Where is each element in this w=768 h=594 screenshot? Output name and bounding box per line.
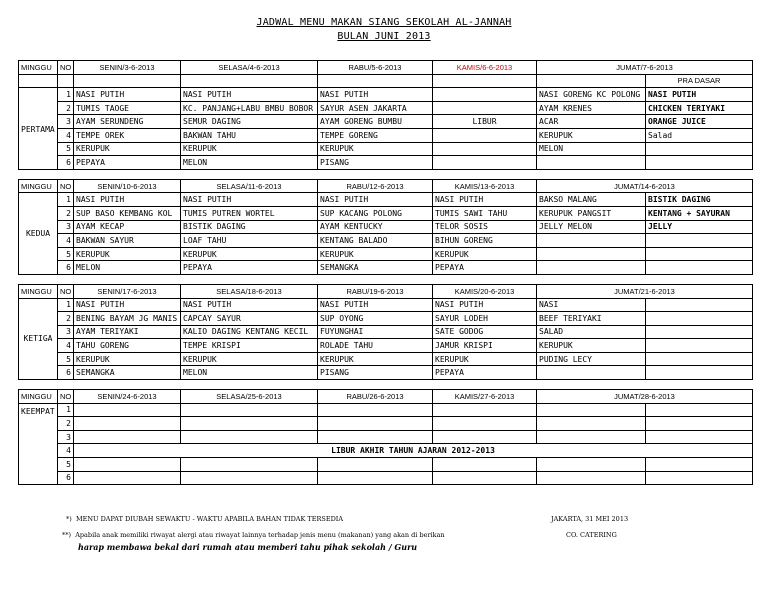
day-header: JUMAT/14-6-2013 <box>537 179 753 193</box>
menu-cell: KERUPUK <box>181 142 318 156</box>
menu-cell: KERUPUK <box>318 247 433 261</box>
pra-dasar-cell: Salad <box>646 128 753 142</box>
menu-cell: PEPAYA <box>181 261 318 275</box>
menu-cell: NASI PUTIH <box>74 88 181 102</box>
row-number: 2 <box>58 206 74 220</box>
menu-cell: KERUPUK <box>181 352 318 366</box>
signer: CO. CATERING <box>566 531 617 539</box>
row-number: 2 <box>58 101 74 115</box>
holiday-cell: LIBUR <box>433 115 537 129</box>
minggu-header: MINGGU <box>19 179 58 193</box>
week-label: KEDUA <box>19 193 58 275</box>
menu-cell: KERUPUK <box>318 142 433 156</box>
menu-cell: KERUPUK <box>74 352 181 366</box>
row-number: 3 <box>58 430 74 444</box>
menu-cell: NASI PUTIH <box>433 298 537 312</box>
row-number: 4 <box>58 234 74 248</box>
menu-cell: JELLY MELON <box>537 220 646 234</box>
pra-dasar-cell: ORANGE JUICE <box>646 115 753 129</box>
menu-cell: AYAM SERUNDENG <box>74 115 181 129</box>
menu-cell: KC. PANJANG+LABU BMBU BOBOR <box>181 101 318 115</box>
row-number: 2 <box>58 417 74 431</box>
menu-cell: KENTANG BALADO <box>318 234 433 248</box>
menu-cell: BIHUN GORENG <box>433 234 537 248</box>
menu-cell: MELON <box>181 366 318 380</box>
menu-cell: TAHU GORENG <box>74 339 181 353</box>
menu-cell: KERUPUK <box>74 247 181 261</box>
pra-dasar-cell: BISTIK DAGING <box>646 193 753 207</box>
menu-cell: NASI PUTIH <box>74 298 181 312</box>
no-header: NO <box>58 284 74 298</box>
pra-dasar-cell <box>646 142 753 156</box>
no-header: NO <box>58 179 74 193</box>
menu-cell: SALAD <box>537 325 646 339</box>
menu-cell: NASI PUTIH <box>74 193 181 207</box>
day-header: SENIN/3-6-2013 <box>74 61 181 75</box>
week-label: KEEMPAT <box>19 403 58 485</box>
footnote-1 <box>66 515 343 523</box>
pra-dasar-header: PRA DASAR <box>646 74 753 88</box>
menu-cell: AYAM GORENG BUMBU <box>318 115 433 129</box>
day-header: SENIN/10-6-2013 <box>74 179 181 193</box>
day-header: JUMAT/28-6-2013 <box>537 390 753 404</box>
day-header: SELASA/18-6-2013 <box>181 284 318 298</box>
row-number: 5 <box>58 247 74 261</box>
menu-cell: NASI PUTIH <box>318 298 433 312</box>
row-number: 6 <box>58 366 74 380</box>
menu-cell: BENING BAYAM JG MANIS <box>74 312 181 326</box>
day-header: KAMIS/20-6-2013 <box>433 284 537 298</box>
menu-cell: SEMANGKA <box>318 261 433 275</box>
menu-cell <box>537 261 646 275</box>
menu-cell: ROLADE TAHU <box>318 339 433 353</box>
menu-cell: TELOR SOSIS <box>433 220 537 234</box>
pra-dasar-cell <box>646 156 753 170</box>
menu-cell <box>537 156 646 170</box>
menu-cell: PEPAYA <box>433 366 537 380</box>
menu-cell <box>433 142 537 156</box>
menu-cell: SUP BASO KEMBANG KOL <box>74 206 181 220</box>
menu-cell <box>433 156 537 170</box>
menu-cell: PEPAYA <box>433 261 537 275</box>
menu-cell: JAMUR KRISPI <box>433 339 537 353</box>
menu-cell: BAKSO MALANG <box>537 193 646 207</box>
menu-cell: PUDING LECY <box>537 352 646 366</box>
menu-cell: MELON <box>181 156 318 170</box>
menu-cell: AYAM TERIYAKI <box>74 325 181 339</box>
menu-cell: NASI PUTIH <box>181 298 318 312</box>
week-header-row <box>19 284 753 298</box>
pra-dasar-cell <box>646 234 753 248</box>
week-header-row <box>19 390 753 404</box>
menu-cell <box>433 101 537 115</box>
minggu-header: MINGGU <box>19 390 58 404</box>
footnote-1-text: MENU DAPAT DIUBAH SEWAKTU - WAKTU APABILA BAHAN TIDAK TERSEDIA <box>75 515 344 523</box>
day-header: RABU/19-6-2013 <box>318 284 433 298</box>
menu-cell: BAKWAN SAYUR <box>74 234 181 248</box>
row-number: 1 <box>58 193 74 207</box>
row-number: 1 <box>58 298 74 312</box>
day-header: JUMAT/7-6-2013 <box>537 61 753 75</box>
row-number: 6 <box>58 156 74 170</box>
menu-cell: KERUPUK <box>433 247 537 261</box>
menu-cell: TUMIS TAOGE <box>74 101 181 115</box>
menu-cell: BAKWAN TAHU <box>181 128 318 142</box>
menu-cell: KERUPUK <box>181 247 318 261</box>
menu-cell: TEMPE GORENG <box>318 128 433 142</box>
day-header: SENIN/17-6-2013 <box>74 284 181 298</box>
menu-cell: SEMUR DAGING <box>181 115 318 129</box>
menu-cell <box>433 128 537 142</box>
page-subtitle: BULAN JUNI 2013 <box>337 31 431 42</box>
menu-cell: SUP OYONG <box>318 312 433 326</box>
menu-cell: KERUPUK <box>537 339 646 353</box>
footnote-2 <box>62 531 445 539</box>
menu-cell: TUMIS PUTREN WORTEL <box>181 206 318 220</box>
day-header: KAMIS/27-6-2013 <box>433 390 537 404</box>
holiday-banner: LIBUR AKHIR TAHUN AJARAN 2012-2013 <box>74 444 753 458</box>
menu-cell <box>537 247 646 261</box>
minggu-header: MINGGU <box>19 61 58 75</box>
menu-cell: NASI <box>537 298 646 312</box>
no-header: NO <box>58 61 74 75</box>
menu-cell: AYAM KECAP <box>74 220 181 234</box>
pra-dasar-cell: JELLY <box>646 220 753 234</box>
page-title: JADWAL MENU MAKAN SIANG SEKOLAH AL-JANNAH <box>256 17 512 28</box>
menu-cell: TUMIS SAWI TAHU <box>433 206 537 220</box>
row-number: 3 <box>58 115 74 129</box>
footnote-1-mark: *) <box>66 515 72 523</box>
day-header: KAMIS/13-6-2013 <box>433 179 537 193</box>
menu-cell <box>433 88 537 102</box>
pra-dasar-cell: NASI PUTIH <box>646 88 753 102</box>
minggu-header: MINGGU <box>19 284 58 298</box>
row-number: 5 <box>58 142 74 156</box>
menu-cell: BISTIK DAGING <box>181 220 318 234</box>
footnote-2-mark: **) <box>62 531 72 539</box>
menu-cell: NASI PUTIH <box>181 88 318 102</box>
no-header: NO <box>58 390 74 404</box>
day-header: SENIN/24-6-2013 <box>74 390 181 404</box>
pra-dasar-cell <box>646 366 753 380</box>
menu-cell <box>537 234 646 248</box>
week-label: KETIGA <box>19 298 58 380</box>
menu-cell: NASI PUTIH <box>318 193 433 207</box>
footnote-3: harap membawa bekal dari rumah atau memberi tahu pihak sekolah / Guru <box>78 542 418 552</box>
menu-cell: ACAR <box>537 115 646 129</box>
menu-cell: NASI PUTIH <box>433 193 537 207</box>
menu-cell: MELON <box>537 142 646 156</box>
day-header: RABU/12-6-2013 <box>318 179 433 193</box>
day-header: SELASA/25-6-2013 <box>181 390 318 404</box>
menu-cell: KERUPUK PANGSIT <box>537 206 646 220</box>
footnote-2-text: Apabila anak memiliki riwayat alergi atau riwayat lainnya terhadap jenis menu (makanan) yang akan di berikan <box>75 531 445 539</box>
menu-schedule-table <box>18 60 753 485</box>
row-number: 1 <box>58 88 74 102</box>
menu-cell: NASI GORENG KC POLONG <box>537 88 646 102</box>
pra-dasar-cell <box>646 261 753 275</box>
pra-dasar-cell <box>646 312 753 326</box>
menu-cell: BEEF TERIYAKI <box>537 312 646 326</box>
menu-cell: KALIO DAGING KENTANG KECIL <box>181 325 318 339</box>
menu-cell: KERUPUK <box>318 352 433 366</box>
row-number: 4 <box>58 339 74 353</box>
row-number: 2 <box>58 312 74 326</box>
menu-cell: TEMPE OREK <box>74 128 181 142</box>
menu-cell: KERUPUK <box>433 352 537 366</box>
row-number: 3 <box>58 220 74 234</box>
day-header: RABU/26-6-2013 <box>318 390 433 404</box>
menu-cell: CAPCAY SAYUR <box>181 312 318 326</box>
menu-cell: SAYUR LODEH <box>433 312 537 326</box>
menu-cell: MELON <box>74 261 181 275</box>
menu-cell: NASI PUTIH <box>181 193 318 207</box>
row-number: 5 <box>58 458 74 472</box>
row-number: 4 <box>58 444 74 458</box>
menu-cell: SATE GODOG <box>433 325 537 339</box>
day-header-holiday: KAMIS/6-6-2013 <box>433 61 537 75</box>
menu-cell: KERUPUK <box>74 142 181 156</box>
row-number: 6 <box>58 261 74 275</box>
week-header-row <box>19 61 753 75</box>
pra-dasar-cell <box>646 247 753 261</box>
menu-cell: AYAM KENTUCKY <box>318 220 433 234</box>
pra-dasar-cell: KENTANG + SAYURAN <box>646 206 753 220</box>
row-number: 3 <box>58 325 74 339</box>
menu-cell: NASI PUTIH <box>318 88 433 102</box>
menu-cell: LOAF TAHU <box>181 234 318 248</box>
day-header: JUMAT/21-6-2013 <box>537 284 753 298</box>
pra-dasar-cell <box>646 325 753 339</box>
row-number: 6 <box>58 471 74 485</box>
day-header: SELASA/11-6-2013 <box>181 179 318 193</box>
pra-dasar-cell <box>646 339 753 353</box>
menu-cell: SAYUR ASEN JAKARTA <box>318 101 433 115</box>
menu-cell: KERUPUK <box>537 128 646 142</box>
menu-cell: PISANG <box>318 366 433 380</box>
pra-dasar-cell <box>646 352 753 366</box>
place-date: JAKARTA, 31 MEI 2013 <box>551 515 629 523</box>
week-label: PERTAMA <box>19 88 58 170</box>
menu-cell: TEMPE KRISPI <box>181 339 318 353</box>
day-header: SELASA/4-6-2013 <box>181 61 318 75</box>
pra-dasar-cell <box>646 298 753 312</box>
menu-cell <box>537 366 646 380</box>
menu-cell: SEMANGKA <box>74 366 181 380</box>
row-number: 4 <box>58 128 74 142</box>
week-header-row <box>19 179 753 193</box>
pra-dasar-cell: CHICKEN TERIYAKI <box>646 101 753 115</box>
menu-cell: PEPAYA <box>74 156 181 170</box>
menu-cell: SUP KACANG POLONG <box>318 206 433 220</box>
menu-cell: FUYUNGHAI <box>318 325 433 339</box>
row-number: 5 <box>58 352 74 366</box>
row-number: 1 <box>58 403 74 417</box>
menu-cell: PISANG <box>318 156 433 170</box>
menu-cell: AYAM KRENES <box>537 101 646 115</box>
day-header: RABU/5-6-2013 <box>318 61 433 75</box>
